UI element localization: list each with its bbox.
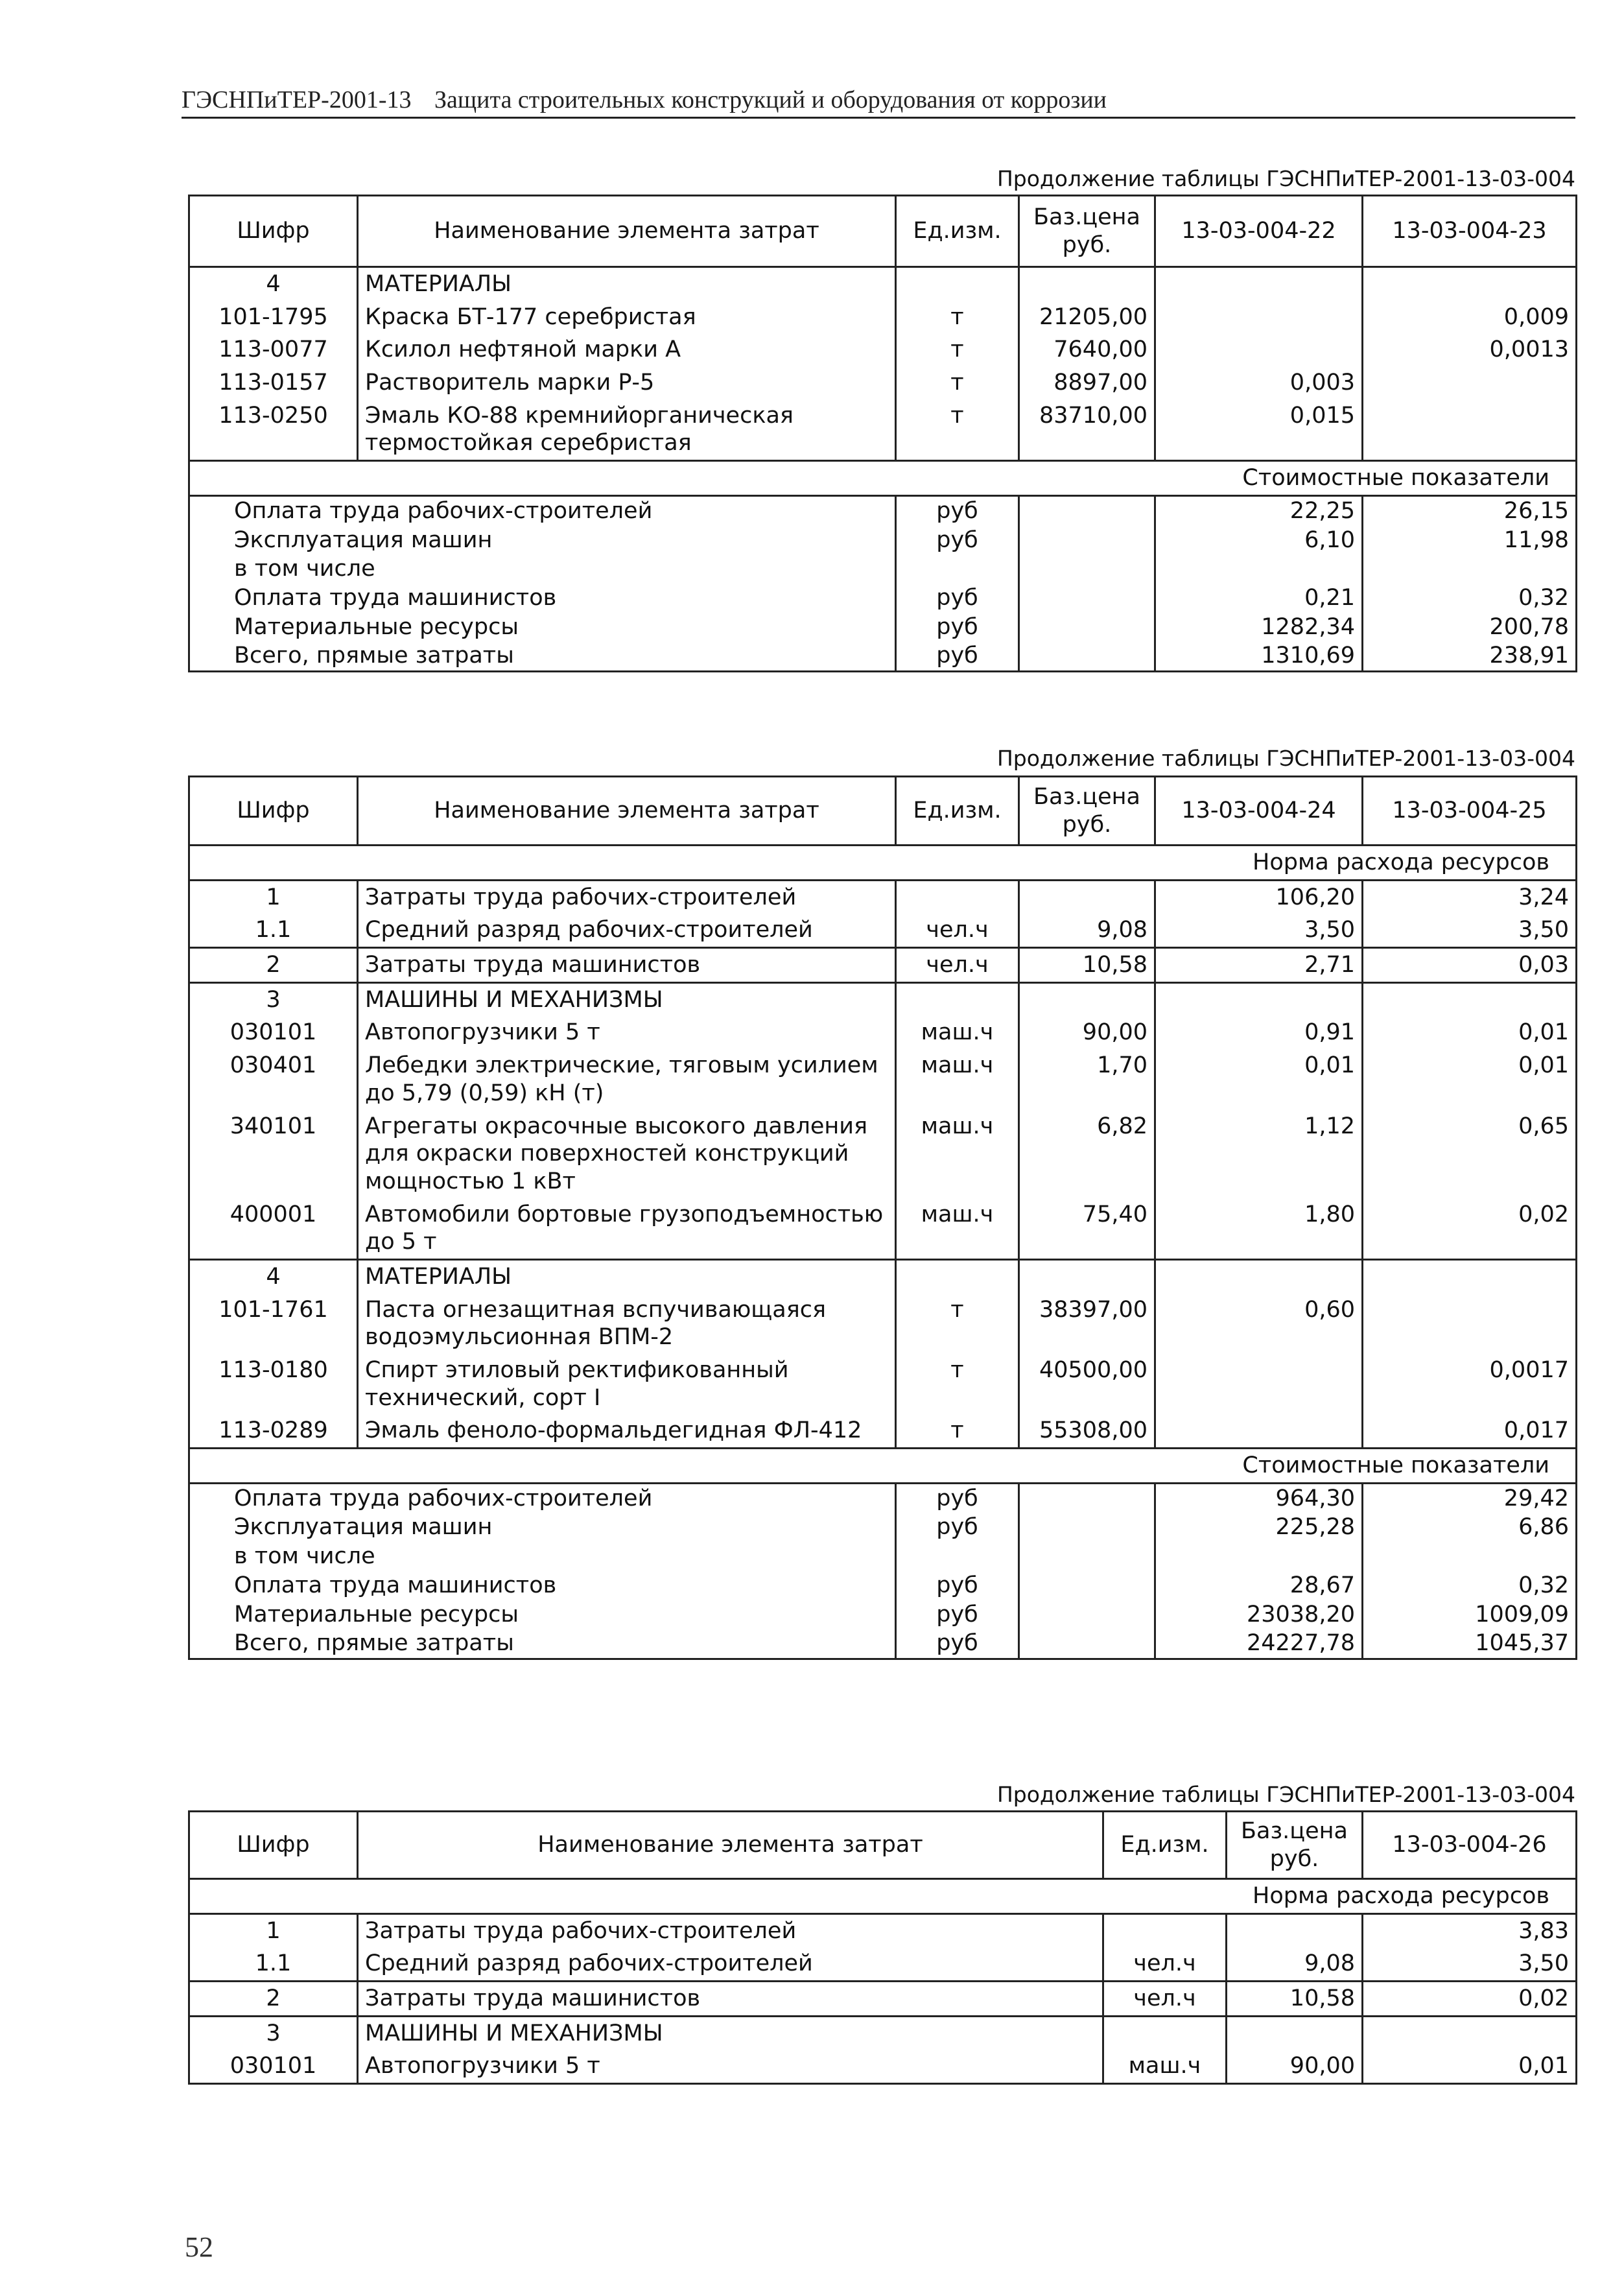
cell-value: 0,03 — [1363, 948, 1577, 983]
cost-price — [1019, 613, 1155, 642]
cell-value — [1363, 399, 1577, 461]
cell-value: 0,91 — [1155, 1016, 1363, 1049]
cost-label: Оплата труда рабочих-строителей — [189, 495, 896, 525]
cell-name: Спирт этиловый ректификованный технический, сорт I — [358, 1354, 896, 1414]
cell-name: Затраты труда машинистов — [358, 1982, 1103, 2017]
cell-code: 1.1 — [189, 914, 358, 947]
band-label: Норма расхода ресурсов — [189, 846, 1577, 881]
col-header-unit: Ед.изм. — [896, 196, 1019, 267]
col-header-code: Шифр — [189, 777, 358, 846]
cell-value — [1155, 1259, 1363, 1293]
cost-label: Всего, прямые затраты — [189, 641, 896, 671]
table-2 — [188, 775, 1577, 1660]
cost-price — [1019, 1542, 1155, 1571]
cost-row — [189, 554, 1577, 584]
cost-unit — [896, 1542, 1019, 1571]
cost-value: 6,10 — [1155, 526, 1363, 555]
cell-code: 101-1761 — [189, 1294, 358, 1354]
cost-label: Оплата труда рабочих-строителей — [189, 1483, 896, 1513]
cost-label: Эксплуатация машин — [189, 526, 896, 555]
cell-code: 1 — [189, 1913, 358, 1947]
cost-value: 22,25 — [1155, 495, 1363, 525]
cost-value — [1155, 554, 1363, 584]
table-1 — [188, 195, 1577, 672]
cell-value: 0,01 — [1155, 1049, 1363, 1109]
section-row — [189, 1259, 1577, 1293]
table-2-caption: Продолжение таблицы ГЭСНПиТЕР-2001-13-03-004 — [996, 746, 1575, 771]
cell-name: МАТЕРИАЛЫ — [358, 1259, 896, 1293]
cost-row — [189, 584, 1577, 613]
cell-value — [1155, 333, 1363, 366]
cost-row — [189, 1629, 1577, 1659]
cost-row — [189, 613, 1577, 642]
cell-price: 9,08 — [1227, 1947, 1363, 1981]
cell-unit — [896, 1259, 1019, 1293]
cell-name: Краска БТ-177 серебристая — [358, 301, 896, 334]
cell-name: Автопогрузчики 5 т — [358, 1016, 896, 1049]
cell-unit: маш.ч — [896, 1198, 1019, 1260]
cell-price: 9,08 — [1019, 914, 1155, 947]
cost-label: Оплата труда машинистов — [189, 1571, 896, 1600]
cell-unit: маш.ч — [896, 1110, 1019, 1198]
col-header-variant: 13-03-004-26 — [1363, 1812, 1577, 1879]
cost-label: Материальные ресурсы — [189, 613, 896, 642]
cell-name: Ксилол нефтяной марки А — [358, 333, 896, 366]
cost-row — [189, 1483, 1577, 1513]
table-row — [189, 1049, 1577, 1109]
cell-value: 106,20 — [1155, 880, 1363, 914]
cell-name: Лебедки электрические, тяговым усилием до 5,79 (0,59) кН (т) — [358, 1049, 896, 1109]
cell-value: 3,24 — [1363, 880, 1577, 914]
cell-unit — [1103, 2016, 1227, 2050]
cell-value: 3,50 — [1155, 914, 1363, 947]
col-header-price: Баз.цена руб. — [1227, 1812, 1363, 1879]
cell-unit: т — [896, 301, 1019, 334]
cost-unit: руб — [896, 641, 1019, 671]
cell-value: 3,50 — [1363, 914, 1577, 947]
cost-value: 225,28 — [1155, 1513, 1363, 1542]
table-1-caption: Продолжение таблицы ГЭСНПиТЕР-2001-13-03-004 — [996, 166, 1575, 191]
cell-name: МАШИНЫ И МЕХАНИЗМЫ — [358, 2016, 1103, 2050]
cell-unit: маш.ч — [1103, 2050, 1227, 2083]
col-header-price: Баз.цена руб. — [1019, 196, 1155, 267]
cell-price: 1,70 — [1019, 1049, 1155, 1109]
cell-value — [1363, 982, 1577, 1016]
table-body — [189, 1879, 1577, 2084]
col-header-code: Шифр — [189, 196, 358, 267]
col-header-name: Наименование элемента затрат — [358, 777, 896, 846]
cell-code: 030101 — [189, 2050, 358, 2083]
cell-unit: т — [896, 1294, 1019, 1354]
table-row — [189, 301, 1577, 334]
cost-label: в том числе — [189, 1542, 896, 1571]
cell-name: Паста огнезащитная вспучивающаяся водоэмульсионная ВПМ-2 — [358, 1294, 896, 1354]
table-row — [189, 333, 1577, 366]
cost-band — [189, 1449, 1577, 1484]
cell-code: 2 — [189, 1982, 358, 2017]
col-header-unit: Ед.изм. — [1103, 1812, 1227, 1879]
cell-value: 0,003 — [1155, 366, 1363, 399]
cell-price — [1227, 2016, 1363, 2050]
cost-unit: руб — [896, 1483, 1019, 1513]
cell-name: Эмаль КО-88 кремнийорганическая термостойкая серебристая — [358, 399, 896, 461]
table-row — [189, 1414, 1577, 1448]
cell-value: 0,009 — [1363, 301, 1577, 334]
cell-unit: чел.ч — [896, 914, 1019, 947]
cost-price — [1019, 641, 1155, 671]
col-header-price: Баз.цена руб. — [1019, 777, 1155, 846]
cell-value — [1363, 2016, 1577, 2050]
cell-unit: т — [896, 1354, 1019, 1414]
page-number: 52 — [185, 2231, 213, 2263]
cost-label: Эксплуатация машин — [189, 1513, 896, 1542]
cost-value: 0,32 — [1363, 1571, 1577, 1600]
col-header-variant: 13-03-004-23 — [1363, 196, 1577, 267]
cost-price — [1019, 1629, 1155, 1659]
section-row — [189, 982, 1577, 1016]
col-header-code: Шифр — [189, 1812, 358, 1879]
cell-name: Средний разряд рабочих-строителей — [358, 914, 896, 947]
cell-unit — [896, 982, 1019, 1016]
band-label: Стоимостные показатели — [189, 1449, 1577, 1484]
cell-value — [1363, 1259, 1577, 1293]
page-header-code: ГЭСНПиТЕР-2001-13 — [182, 86, 412, 113]
cell-name: Затраты труда рабочих-строителей — [358, 880, 896, 914]
cell-value: 2,71 — [1155, 948, 1363, 983]
cost-price — [1019, 554, 1155, 584]
page-header — [182, 86, 1575, 119]
cost-value: 200,78 — [1363, 613, 1577, 642]
cost-row — [189, 641, 1577, 671]
norm-band — [189, 1879, 1577, 1914]
cell-value: 0,01 — [1363, 1016, 1577, 1049]
col-header-name: Наименование элемента затрат — [358, 196, 896, 267]
cost-value: 11,98 — [1363, 526, 1577, 555]
cell-unit: т — [896, 333, 1019, 366]
cell-name: Средний разряд рабочих-строителей — [358, 1947, 1103, 1981]
cell-value: 1,12 — [1155, 1110, 1363, 1198]
cost-value: 26,15 — [1363, 495, 1577, 525]
table-row — [189, 2050, 1577, 2083]
cell-price: 8897,00 — [1019, 366, 1155, 399]
cell-code: 113-0289 — [189, 1414, 358, 1448]
cell-code: 4 — [189, 267, 358, 301]
cell-code: 400001 — [189, 1198, 358, 1260]
cell-value: 0,02 — [1363, 1982, 1577, 2017]
cost-value: 0,21 — [1155, 584, 1363, 613]
cell-value: 0,0017 — [1363, 1354, 1577, 1414]
cell-price: 90,00 — [1019, 1016, 1155, 1049]
cell-price: 90,00 — [1227, 2050, 1363, 2083]
cell-value: 3,83 — [1363, 1913, 1577, 1947]
cost-value: 29,42 — [1363, 1483, 1577, 1513]
cost-value: 23038,20 — [1155, 1600, 1363, 1629]
cell-code: 113-0157 — [189, 366, 358, 399]
cell-unit — [896, 267, 1019, 301]
cost-price — [1019, 1513, 1155, 1542]
col-header-unit: Ед.изм. — [896, 777, 1019, 846]
cell-code: 340101 — [189, 1110, 358, 1198]
cost-unit: руб — [896, 613, 1019, 642]
cost-row — [189, 495, 1577, 525]
cell-price: 10,58 — [1227, 1982, 1363, 2017]
cell-value — [1155, 267, 1363, 301]
cell-code: 1 — [189, 880, 358, 914]
cell-name: Растворитель марки Р-5 — [358, 366, 896, 399]
cell-value: 3,50 — [1363, 1947, 1577, 1981]
table-row — [189, 1354, 1577, 1414]
cell-value: 0,0013 — [1363, 333, 1577, 366]
cell-price: 38397,00 — [1019, 1294, 1155, 1354]
section-row — [189, 1913, 1577, 1947]
cell-value — [1155, 1414, 1363, 1448]
cell-code: 1.1 — [189, 1947, 358, 1981]
cell-unit — [1103, 1913, 1227, 1947]
cell-unit: т — [896, 366, 1019, 399]
section-row — [189, 1982, 1577, 2017]
band-label: Норма расхода ресурсов — [189, 1879, 1577, 1914]
cost-price — [1019, 1600, 1155, 1629]
cell-value: 0,015 — [1155, 399, 1363, 461]
cost-value: 28,67 — [1155, 1571, 1363, 1600]
table-3-caption: Продолжение таблицы ГЭСНПиТЕР-2001-13-03-004 — [996, 1782, 1575, 1807]
cell-price: 6,82 — [1019, 1110, 1155, 1198]
cell-value: 0,02 — [1363, 1198, 1577, 1260]
cost-value: 1310,69 — [1155, 641, 1363, 671]
cell-unit: т — [896, 1414, 1019, 1448]
cell-value — [1155, 301, 1363, 334]
cost-unit: руб — [896, 1513, 1019, 1542]
cost-value — [1363, 1542, 1577, 1571]
cell-unit — [896, 880, 1019, 914]
cell-value — [1155, 1354, 1363, 1414]
cell-code: 101-1795 — [189, 301, 358, 334]
section-row — [189, 880, 1577, 914]
page-header-title: Защита строительных конструкций и оборудования от коррозии — [434, 86, 1107, 113]
cost-band — [189, 461, 1577, 496]
cell-unit: маш.ч — [896, 1016, 1019, 1049]
cell-value: 0,017 — [1363, 1414, 1577, 1448]
cell-price — [1019, 267, 1155, 301]
cost-price — [1019, 1571, 1155, 1600]
cell-code: 2 — [189, 948, 358, 983]
cost-row — [189, 1571, 1577, 1600]
section-row — [189, 2016, 1577, 2050]
cell-value — [1363, 366, 1577, 399]
cell-code: 030401 — [189, 1049, 358, 1109]
cost-unit: руб — [896, 1600, 1019, 1629]
cost-unit: руб — [896, 1629, 1019, 1659]
cell-price — [1019, 1259, 1155, 1293]
table-row — [189, 366, 1577, 399]
table-row — [189, 914, 1577, 947]
cost-price — [1019, 495, 1155, 525]
cost-row — [189, 1542, 1577, 1571]
table-row — [189, 1110, 1577, 1198]
cell-name: МАТЕРИАЛЫ — [358, 267, 896, 301]
table-body — [189, 267, 1577, 672]
cell-price — [1019, 880, 1155, 914]
cell-unit: чел.ч — [1103, 1947, 1227, 1981]
cell-value: 1,80 — [1155, 1198, 1363, 1260]
cell-unit: чел.ч — [1103, 1982, 1227, 2017]
cost-value: 964,30 — [1155, 1483, 1363, 1513]
col-header-variant: 13-03-004-25 — [1363, 777, 1577, 846]
col-header-variant: 13-03-004-22 — [1155, 196, 1363, 267]
cost-unit — [896, 554, 1019, 584]
cell-value: 0,01 — [1363, 1049, 1577, 1109]
section-row — [189, 948, 1577, 983]
cost-value: 238,91 — [1363, 641, 1577, 671]
cell-unit: маш.ч — [896, 1049, 1019, 1109]
cell-unit: т — [896, 399, 1019, 461]
col-header-variant: 13-03-004-24 — [1155, 777, 1363, 846]
cell-name: Эмаль феноло-формальдегидная ФЛ-412 — [358, 1414, 896, 1448]
cost-label: Оплата труда машинистов — [189, 584, 896, 613]
cell-price: 40500,00 — [1019, 1354, 1155, 1414]
cell-price: 75,40 — [1019, 1198, 1155, 1260]
cost-unit: руб — [896, 584, 1019, 613]
cell-value: 0,65 — [1363, 1110, 1577, 1198]
cell-value: 0,01 — [1363, 2050, 1577, 2083]
cost-unit: руб — [896, 526, 1019, 555]
cost-price — [1019, 1483, 1155, 1513]
cell-code: 113-0180 — [189, 1354, 358, 1414]
cell-code: 3 — [189, 982, 358, 1016]
cell-code: 3 — [189, 2016, 358, 2050]
cost-value: 1045,37 — [1363, 1629, 1577, 1659]
cost-row — [189, 1513, 1577, 1542]
cell-name: Затраты труда машинистов — [358, 948, 896, 983]
cell-name: Автопогрузчики 5 т — [358, 2050, 1103, 2083]
cost-value: 1282,34 — [1155, 613, 1363, 642]
table-row — [189, 1198, 1577, 1260]
cell-code: 113-0250 — [189, 399, 358, 461]
cost-price — [1019, 526, 1155, 555]
cell-price: 55308,00 — [1019, 1414, 1155, 1448]
norm-band — [189, 846, 1577, 881]
section-row — [189, 267, 1577, 301]
cell-code: 113-0077 — [189, 333, 358, 366]
cell-value: 0,60 — [1155, 1294, 1363, 1354]
table-row — [189, 1016, 1577, 1049]
cost-row — [189, 1600, 1577, 1629]
table-body — [189, 846, 1577, 1659]
cell-value — [1155, 982, 1363, 1016]
cost-value: 24227,78 — [1155, 1629, 1363, 1659]
cost-value: 1009,09 — [1363, 1600, 1577, 1629]
cost-label: Всего, прямые затраты — [189, 1629, 896, 1659]
cost-value — [1155, 1542, 1363, 1571]
cell-name: Агрегаты окрасочные высокого давления для окраски поверхностей конструкций мощностью 1 кВт — [358, 1110, 896, 1198]
cost-row — [189, 526, 1577, 555]
table-row — [189, 399, 1577, 461]
cost-label: в том числе — [189, 554, 896, 584]
cell-value — [1363, 267, 1577, 301]
cost-unit: руб — [896, 1571, 1019, 1600]
cell-price: 21205,00 — [1019, 301, 1155, 334]
cell-price: 10,58 — [1019, 948, 1155, 983]
cell-code: 030101 — [189, 1016, 358, 1049]
cell-name: Затраты труда рабочих-строителей — [358, 1913, 1103, 1947]
cell-value — [1363, 1294, 1577, 1354]
cell-name: МАШИНЫ И МЕХАНИЗМЫ — [358, 982, 896, 1016]
cost-value: 0,32 — [1363, 584, 1577, 613]
cell-price: 7640,00 — [1019, 333, 1155, 366]
cell-price — [1227, 1913, 1363, 1947]
table-3 — [188, 1810, 1577, 2085]
table-row — [189, 1294, 1577, 1354]
band-label: Стоимостные показатели — [189, 461, 1577, 496]
cell-code: 4 — [189, 1259, 358, 1293]
cost-unit: руб — [896, 495, 1019, 525]
cost-price — [1019, 584, 1155, 613]
cell-name: Автомобили бортовые грузоподъемностью до 5 т — [358, 1198, 896, 1260]
cell-unit: чел.ч — [896, 948, 1019, 983]
cost-value: 6,86 — [1363, 1513, 1577, 1542]
cost-value — [1363, 554, 1577, 584]
col-header-name: Наименование элемента затрат — [358, 1812, 1103, 1879]
table-row — [189, 1947, 1577, 1981]
cell-price — [1019, 982, 1155, 1016]
cell-price: 83710,00 — [1019, 399, 1155, 461]
cost-label: Материальные ресурсы — [189, 1600, 896, 1629]
